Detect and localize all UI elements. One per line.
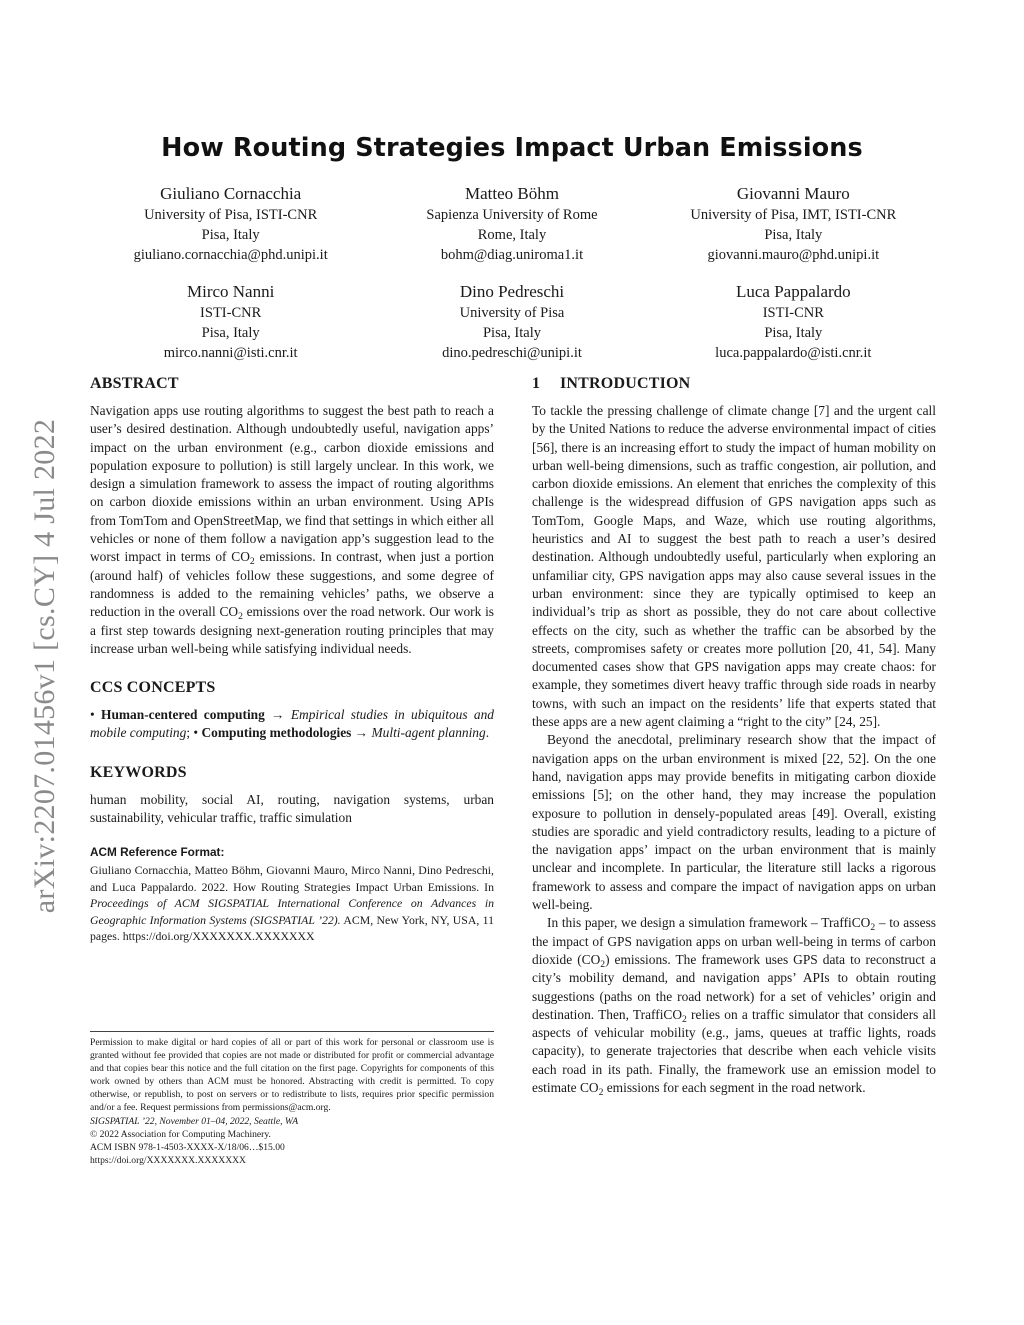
- copyright-footnote: [90, 1031, 494, 1167]
- author-email: giuliano.cornacchia@phd.unipi.it: [133, 247, 328, 263]
- author-row-1: [90, 183, 934, 265]
- author-email: bohm@diag.uniroma1.it: [440, 247, 584, 263]
- author-affiliation: Sapienza University of Rome: [426, 207, 598, 223]
- section-number: 1: [532, 375, 541, 392]
- acm-reference-text: Giuliano Cornacchia, Matteo Böhm, Giovanni Mauro, Mirco Nanni, Dino Pedreschi, and Luca Pappalardo. 2022. How Routing Strategies Impact Urban Emissions. In Proceedings of ACM SIGSPATIAL International Conference on Advances in Geographic Information Systems (SIGSPATIAL ’22). ACM, New York, NY, USA, 11 pages. https://doi.org/XXXXXXX.XXXXXXX: [90, 863, 494, 943]
- author-name: Dino Pedreschi: [459, 282, 565, 301]
- doi-line: https://doi.org/XXXXXXX.XXXXXXX: [90, 1154, 246, 1166]
- intro-paragraph-3: In this paper, we design a simulation framework – TraffiCO$_2$ – to assess the impact of GPS navigation apps on urban well-being in terms of carbon dioxide $(CO_2)$ emissions. The framework uses GPS data to reconstruct a city’s mobility demand, and navigation apps’ APIs to obtain routing suggestions (paths on the road network) for a set of vehicles’ origin and destination. Then, TraffiCO$_2$ relies on a traffic simulator that considers all aspects of vehicular mobility (e.g., jams, queues at traffic lights, roads capacity), to generate trajectories that describe when each vehicle visits each road in its path. Finally, the framework use an emission model to estimate $CO_2$ emissions for each segment in the road network.: [532, 915, 936, 1098]
- intro-heading: 1 INTRODUCTION: [532, 372, 936, 396]
- author-name: Giuliano Cornacchia: [160, 184, 302, 203]
- right-column: [532, 372, 936, 1097]
- author-email: mirco.nanni@isti.cnr.it: [163, 345, 298, 361]
- author-affiliation: ISTI-CNR: [762, 305, 824, 321]
- keywords-heading: KEYWORDS: [90, 763, 187, 781]
- author-block: [90, 281, 371, 363]
- keywords-text: human mobility, social AI, routing, navigation systems, urban sustainability, vehicular traffic, traffic simulation: [90, 791, 494, 826]
- author-name: Mirco Nanni: [186, 282, 275, 301]
- author-block: [371, 183, 652, 265]
- author-location: Pisa, Italy: [482, 325, 541, 341]
- author-email: giovanni.mauro@phd.unipi.it: [707, 247, 880, 263]
- arxiv-identifier: arXiv:2207.01456v1 [cs.CY] 4 Jul 2022: [28, 418, 61, 914]
- author-email: luca.pappalardo@isti.cnr.it: [715, 345, 872, 361]
- copyright-line: © 2022 Association for Computing Machinery.: [90, 1128, 271, 1140]
- author-affiliation: University of Pisa: [459, 305, 565, 321]
- author-block: [371, 281, 652, 363]
- author-location: Pisa, Italy: [764, 325, 823, 341]
- author-affiliation: University of Pisa, IMT, ISTI-CNR: [690, 207, 897, 223]
- isbn-line: ACM ISBN 978-1-4503-XXXX-X/18/06…$15.00: [90, 1141, 285, 1153]
- author-affiliation: University of Pisa, ISTI-CNR: [144, 207, 318, 223]
- intro-paragraph-2: Beyond the anecdotal, preliminary research show that the impact of navigation apps on the urban environment is mixed [22, 52]. On the one hand, navigation apps may provide benefits in mitigating carbon dioxide emissions [5]; on the other hand, they may increase the population exposure to pollution in densely-populated areas [49]. Overall, existing studies are sporadic and yield contradictory results, leading to a picture of the navigation apps’ impact on the urban environment that is mainly unclear and incomplete. In particular, the literature still lacks a rigorous framework to assess and compare the impact of navigation apps on urban well-being.: [532, 732, 936, 913]
- author-row-2: [90, 281, 934, 363]
- author-affiliation: ISTI-CNR: [200, 305, 262, 321]
- intro-paragraph-1: To tackle the pressing challenge of climate change [7] and the urgent call by the United Nations to reduce the adverse environmental impact of cities [56], there is an increasing effort to study the impact of human mobility on urban well-being dimensions, such as traffic congestion, air pollution, and carbon dioxide emissions. An element that enriches the complexity of this challenge is the widespread diffusion of GPS navigation apps such as TomTom, Google Maps, and Waze, which use routing algorithms, heuristics and AI to suggest the best path to reach a user’s desired destination. Although undoubtedly useful, particularly when exploring an unfamiliar city, GPS navigation apps may also cause several issues in the urban environment: since they are typically optimised to keep an individual’s trip as short as possible, they do not care about collective effects on the city, such as whether the traffic can be absorbed by the streets, compromises safety or creates more pollution [20, 41, 54]. Many documented cases show that GPS navigation apps may create chaos: for example, they sometimes divert heavy traffic through side roads in nearby towns, with such an impact on the residents’ life that experts stated that these apps are a new agent claiming a “right to the city” [24, 25].: [532, 403, 936, 730]
- paper-title: How Routing Strategies Impact Urban Emissions: [161, 133, 863, 163]
- permission-notice: Permission to make digital or hard copies of all or part of this work for personal or classroom use is granted without fee provided that copies are not made or distributed for profit or commercial advantage and that copies bear this notice and the full citation on the first page. Copyrights for components of this work owned by others than ACM must be honored. Abstracting with credit is permitted. To copy otherwise, or republish, to post on servers or to redistribute to lists, requires prior specific permission and/or a fee. Request permissions from permissions@acm.org.: [90, 1037, 494, 1114]
- acm-reference-heading: ACM Reference Format:: [90, 845, 225, 860]
- author-block: [90, 183, 371, 265]
- ccs-concepts-text: • Human-centered computing → Empirical studies in ubiquitous and mobile computing; • Computing methodologies → Multi-agent planning.: [90, 707, 494, 741]
- conference-info: SIGSPATIAL ’22, November 01–04, 2022, Seattle, WA: [90, 1115, 299, 1127]
- author-name: Matteo Böhm: [465, 184, 559, 203]
- author-location: Pisa, Italy: [201, 325, 260, 341]
- author-location: Pisa, Italy: [764, 227, 823, 243]
- author-name: Giovanni Mauro: [736, 184, 850, 203]
- left-column: [90, 372, 494, 944]
- abstract-text: Navigation apps use routing algorithms to suggest the best path to reach a user’s desired destination. Although undoubtedly useful, navigation apps’ impact on the urban environment (e.g., carbon dioxide emissions and population exposure to pollution) is still largely unclear. In this work, we design a simulation framework to assess the impact of routing algorithms on carbon dioxide emissions within an urban environment. Using APIs from TomTom and OpenStreetMap, we find that settings in which either all vehicles or none of them follow a navigation app’s suggestion lead to the worst impact in terms of $CO_2$ emissions. In contrast, when just a portion (around half) of vehicles follow these suggestions, and some degree of randomness is added to the remaining vehicles’ paths, we observe a reduction in the overall $CO_2$ emissions over the road network. Our work is a first step towards designing next-generation routing principles that may increase urban well-being while satisfying individual needs.: [90, 403, 495, 656]
- author-block: [653, 183, 934, 265]
- author-name: Luca Pappalardo: [735, 282, 851, 301]
- ccs-heading: CCS CONCEPTS: [90, 679, 216, 697]
- abstract-heading: ABSTRACT: [90, 375, 179, 392]
- author-block: [653, 281, 934, 363]
- author-location: Pisa, Italy: [201, 227, 260, 243]
- author-email: dino.pedreschi@unipi.it: [442, 345, 582, 361]
- author-location: Rome, Italy: [477, 227, 547, 243]
